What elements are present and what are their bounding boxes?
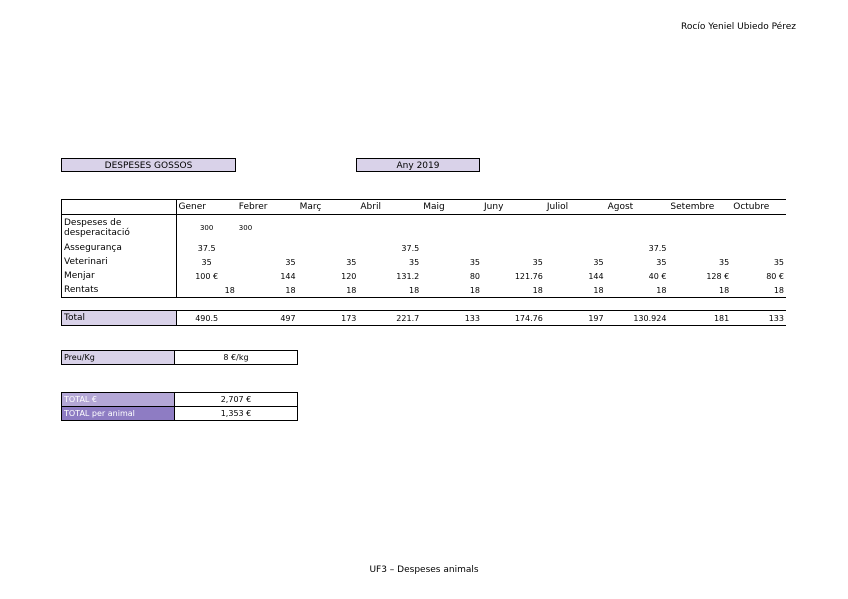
table-cell: [482, 241, 545, 255]
total-euro-label: TOTAL €: [62, 393, 175, 407]
price-value: 8 €/kg: [175, 351, 298, 365]
table-row: [62, 283, 787, 298]
table-cell: 35: [656, 257, 667, 267]
table-cell: 120: [341, 271, 357, 281]
table-cell: 80: [469, 271, 480, 281]
total-cell: 173: [298, 311, 359, 326]
table-cell: 18: [545, 283, 606, 298]
table-cell: 121.76: [514, 271, 543, 281]
month-header: Març: [298, 200, 359, 215]
spacer-row: [62, 298, 787, 311]
total-cell: 133: [731, 311, 786, 326]
month-header: Juny: [482, 200, 545, 215]
table-cell: [731, 241, 786, 255]
total-per-animal-label: TOTAL per animal: [62, 407, 175, 421]
page-footer: UF3 – Despeses animals: [369, 565, 479, 575]
table-cell: 144: [280, 271, 296, 281]
table-cell: 35: [285, 257, 296, 267]
table-cell: [298, 241, 359, 255]
table-cell: 18: [421, 283, 482, 298]
year-title: Any 2019: [356, 158, 480, 172]
table-cell: 144: [588, 271, 604, 281]
expenses-table: [61, 199, 786, 326]
total-per-animal-value: 1,353 €: [175, 407, 298, 421]
table-row: [62, 215, 787, 242]
sheet-title: DESPESES GOSSOS: [61, 158, 236, 172]
spacer-cell: [62, 298, 787, 311]
table-cell: [237, 241, 298, 255]
table-cell: 18: [237, 283, 298, 298]
table-cell: [358, 215, 421, 242]
table-cell: [298, 215, 359, 242]
total-cell: 490.5: [176, 311, 237, 326]
table-cell: 18: [731, 283, 786, 298]
table-cell: [545, 241, 606, 255]
table-cell: 35: [469, 257, 480, 267]
table-cell: 37.5: [401, 243, 420, 253]
total-label: Total: [62, 311, 177, 326]
month-header: Setembre: [668, 200, 731, 215]
table-cell: 18: [482, 283, 545, 298]
total-cell: 221.7: [358, 311, 421, 326]
row-label: Menjar: [62, 269, 177, 283]
table-cell: [668, 215, 731, 242]
table-cell: [421, 215, 482, 242]
month-header: Maig: [421, 200, 482, 215]
table-header-row: [62, 200, 787, 215]
total-row: [62, 311, 787, 326]
table-cell: 35: [593, 257, 604, 267]
header-blank: [62, 200, 177, 215]
price-row: [62, 351, 298, 365]
table-cell: [606, 215, 669, 242]
table-cell: 35: [532, 257, 543, 267]
table-cell: 35: [409, 257, 420, 267]
row-label: Despeses de desperacitació: [62, 215, 177, 242]
table-cell: 18: [358, 283, 421, 298]
table-row: [62, 269, 787, 283]
total-cell: 130.924: [606, 311, 669, 326]
table-cell: [668, 241, 731, 255]
row-label: Rentats: [62, 283, 177, 298]
table-row: [62, 255, 787, 269]
table-cell: 300: [199, 224, 214, 232]
row-label: Veterinari: [62, 255, 177, 269]
total-per-animal-row: [62, 407, 298, 421]
month-header: Abril: [358, 200, 421, 215]
table-cell: 35: [201, 257, 212, 267]
table-cell: 37.5: [648, 243, 667, 253]
table-cell: [545, 215, 606, 242]
table-cell: 80 €: [766, 271, 784, 281]
table-cell: 18: [176, 283, 237, 298]
table-cell: [421, 241, 482, 255]
price-table: [61, 350, 298, 365]
total-cell: 174.76: [482, 311, 545, 326]
table-cell: 131.2: [396, 271, 420, 281]
table-cell: 35: [346, 257, 357, 267]
totals-table: [61, 392, 298, 421]
price-label: Preu/Kg: [62, 351, 175, 365]
month-header: Febrer: [237, 200, 298, 215]
total-euro-row: [62, 393, 298, 407]
month-header: Juliol: [545, 200, 606, 215]
total-cell: 133: [421, 311, 482, 326]
table-cell: 37.5: [197, 243, 216, 253]
month-header: Octubre: [731, 200, 786, 215]
table-cell: 40 €: [648, 271, 667, 281]
table-cell: 128 €: [706, 271, 730, 281]
total-cell: 181: [668, 311, 731, 326]
month-header: Agost: [606, 200, 669, 215]
row-label: Assegurança: [62, 241, 177, 255]
total-euro-value: 2,707 €: [175, 393, 298, 407]
table-cell: 100 €: [195, 271, 219, 281]
total-cell: 497: [237, 311, 298, 326]
table-cell: 35: [773, 257, 784, 267]
table-row: [62, 241, 787, 255]
table-cell: [482, 215, 545, 242]
table-cell: [731, 215, 786, 242]
table-cell: 35: [719, 257, 730, 267]
month-header: Gener: [176, 200, 237, 215]
table-cell: 300: [238, 224, 253, 232]
table-cell: 18: [606, 283, 669, 298]
table-cell: 18: [298, 283, 359, 298]
table-cell: 18: [668, 283, 731, 298]
total-cell: 197: [545, 311, 606, 326]
author-name: Rocío Yeniel Ubiedo Pérez: [681, 22, 796, 32]
